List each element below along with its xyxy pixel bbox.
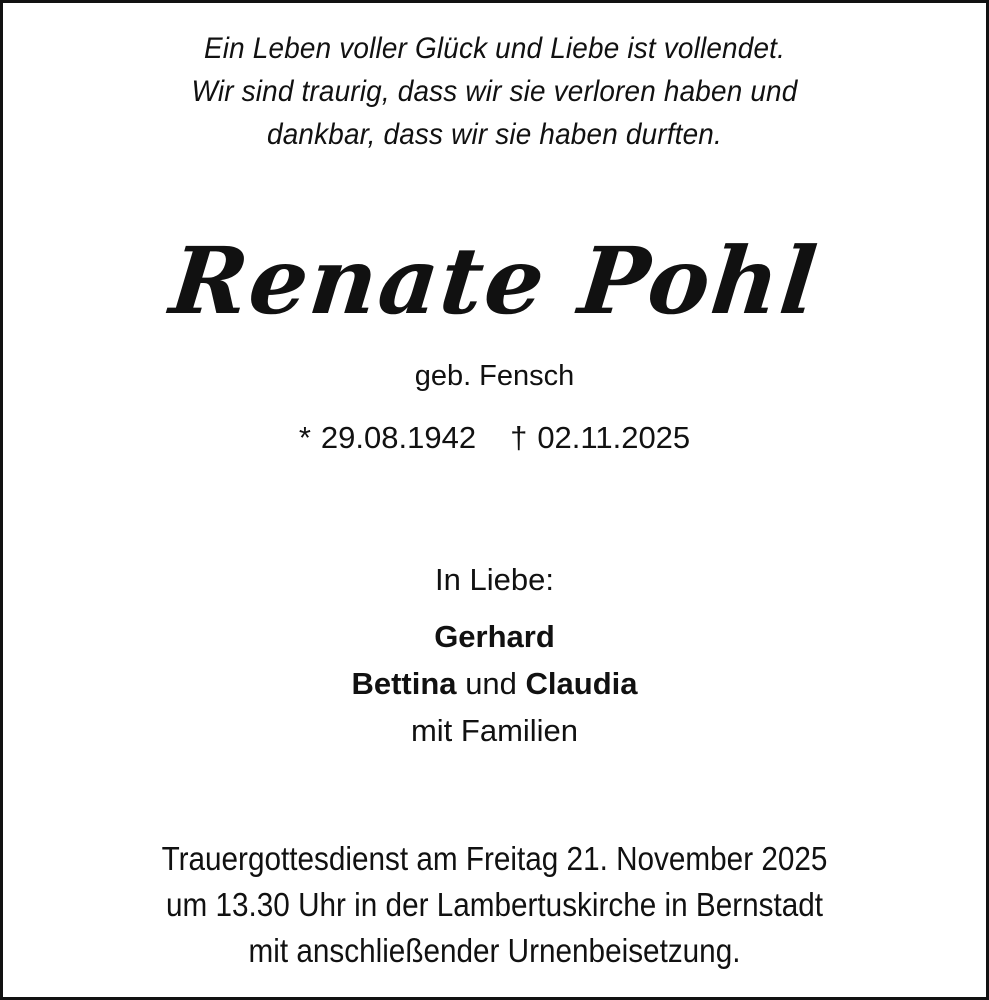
epigraph xyxy=(37,27,951,156)
epigraph-line-1: Ein Leben voller Glück und Liebe ist vollendet. xyxy=(203,32,786,65)
mourner-name-3: Claudia xyxy=(525,666,638,701)
birth-star-symbol: * xyxy=(298,420,311,455)
deceased-name: Renate Pohl xyxy=(165,227,824,335)
service-line-3: mit anschließender Urnenbeisetzung. xyxy=(248,932,741,969)
epigraph-line-3: dankbar, dass wir sie haben durften. xyxy=(267,118,722,151)
mourner-name-1: Gerhard xyxy=(434,619,555,654)
mourners-line-2 xyxy=(3,660,986,707)
birth-date-group xyxy=(299,420,476,455)
service-line-1: Trauergottesdienst am Freitag 21. November 2025 xyxy=(161,840,828,877)
birth-date: 29.08.1942 xyxy=(320,420,477,455)
death-date: 02.11.2025 xyxy=(537,420,691,455)
mourner-name-2: Bettina xyxy=(351,666,457,701)
service-announcement xyxy=(52,836,937,974)
mourners-suffix: mit Familien xyxy=(410,713,579,748)
mourners-conjunction: und xyxy=(465,666,517,701)
epigraph-line-2: Wir sind traurig, dass wir sie verloren haben und xyxy=(191,75,798,108)
death-date-group xyxy=(510,420,690,455)
mourners-block xyxy=(3,556,986,754)
death-cross-symbol: † xyxy=(510,420,528,455)
maiden-name: geb. Fensch xyxy=(414,360,575,392)
mourners-intro: In Liebe: xyxy=(435,562,554,597)
service-line-2: um 13.30 Uhr in der Lambertuskirche in Bernstadt xyxy=(165,886,824,923)
life-dates xyxy=(3,417,986,459)
